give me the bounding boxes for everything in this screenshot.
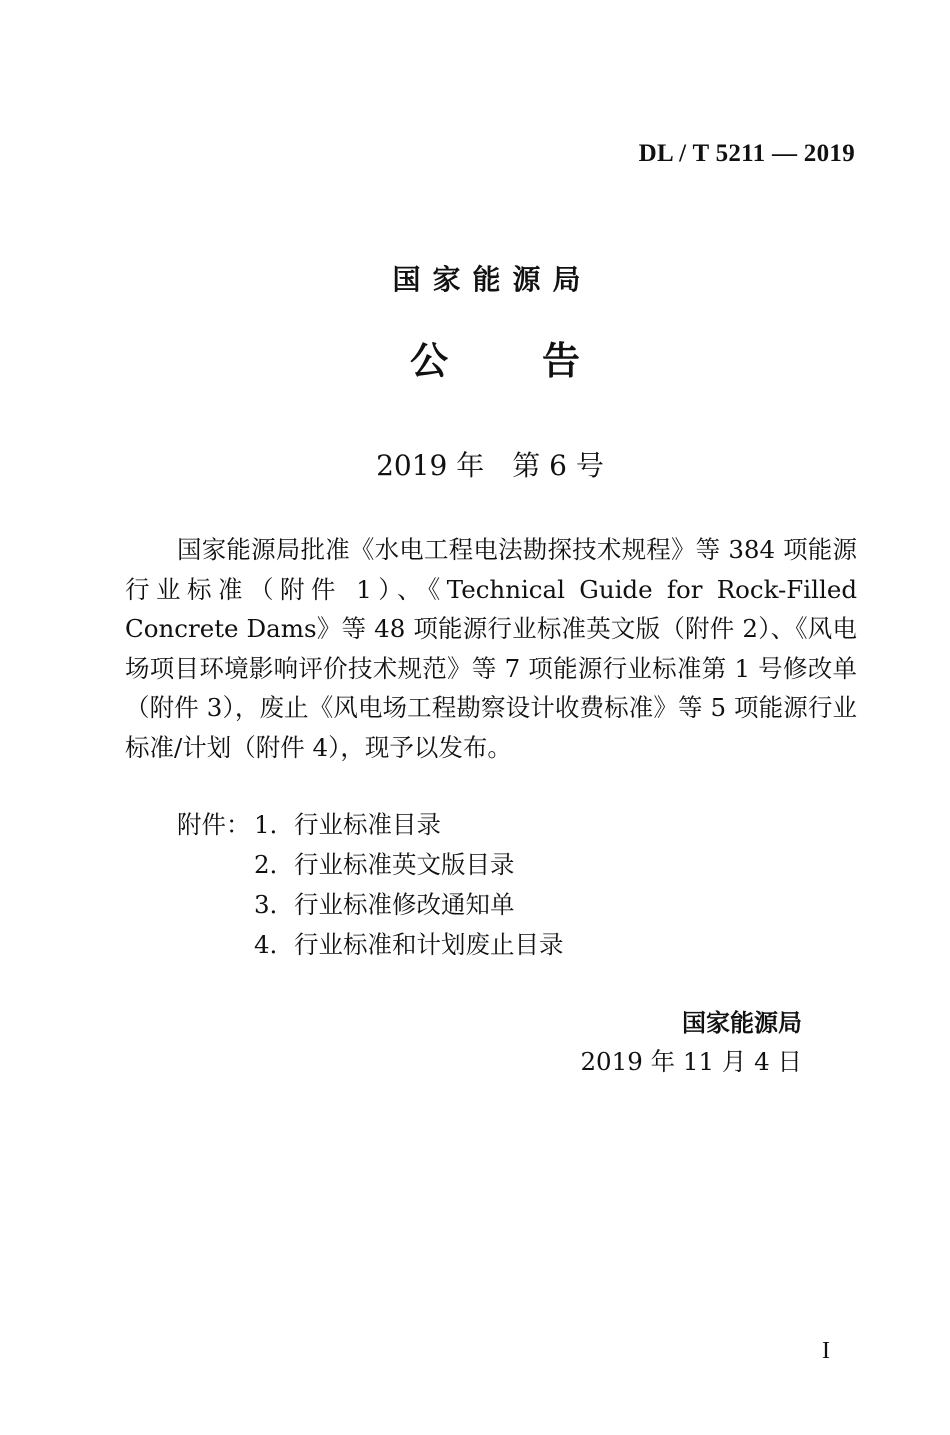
attachment-number: 1． bbox=[254, 810, 295, 839]
standard-code: DL / T 5211 — 2019 bbox=[638, 140, 855, 167]
issue-seq: 第 6 号 bbox=[512, 449, 604, 482]
attachment-label: 行业标准英文版目录 bbox=[294, 850, 515, 879]
attachment-item bbox=[177, 845, 564, 885]
attachment-label: 行业标准和计划废止目录 bbox=[294, 930, 564, 959]
title-char-2: 告 bbox=[541, 339, 580, 383]
page-number: I bbox=[822, 1338, 830, 1364]
signature-issuer: 国家能源局 bbox=[682, 1009, 802, 1037]
attachments-label: 附件： bbox=[177, 810, 251, 839]
attachments-list bbox=[177, 805, 564, 965]
title-char-1: 公 bbox=[410, 339, 449, 383]
attachment-label: 行业标准目录 bbox=[294, 810, 441, 839]
attachment-number: 2． bbox=[254, 850, 295, 879]
issue-number bbox=[0, 444, 950, 484]
attachment-item bbox=[177, 925, 564, 965]
attachment-number: 4． bbox=[254, 930, 295, 959]
signature-date: 2019 年 11 月 4 日 bbox=[580, 1047, 802, 1076]
announcement-body: 国家能源局批准《水电工程电法勘探技术规程》等 384 项能源行业标准（附件 1）、《Technical Guide for Rock-Filled Concrete Dams》等 48 项能源行业标准英文版（附件 2）、《风电场项目环境影响评价技术规范》等 7 项能源行业标准第 1 号修改单（附件 3），废止《风电场工程勘察设计收费标准》等 5 项能源行业标准/计划（附件 4），现予以发布。 bbox=[125, 535, 857, 762]
document-title bbox=[410, 330, 580, 385]
attachment-number: 3． bbox=[254, 890, 295, 919]
issuing-authority: 国家能源局 bbox=[392, 263, 593, 296]
attachment-item bbox=[177, 885, 564, 925]
issue-year: 2019 年 bbox=[376, 449, 485, 482]
attachment-item bbox=[177, 805, 564, 845]
attachment-label: 行业标准修改通知单 bbox=[294, 890, 515, 919]
